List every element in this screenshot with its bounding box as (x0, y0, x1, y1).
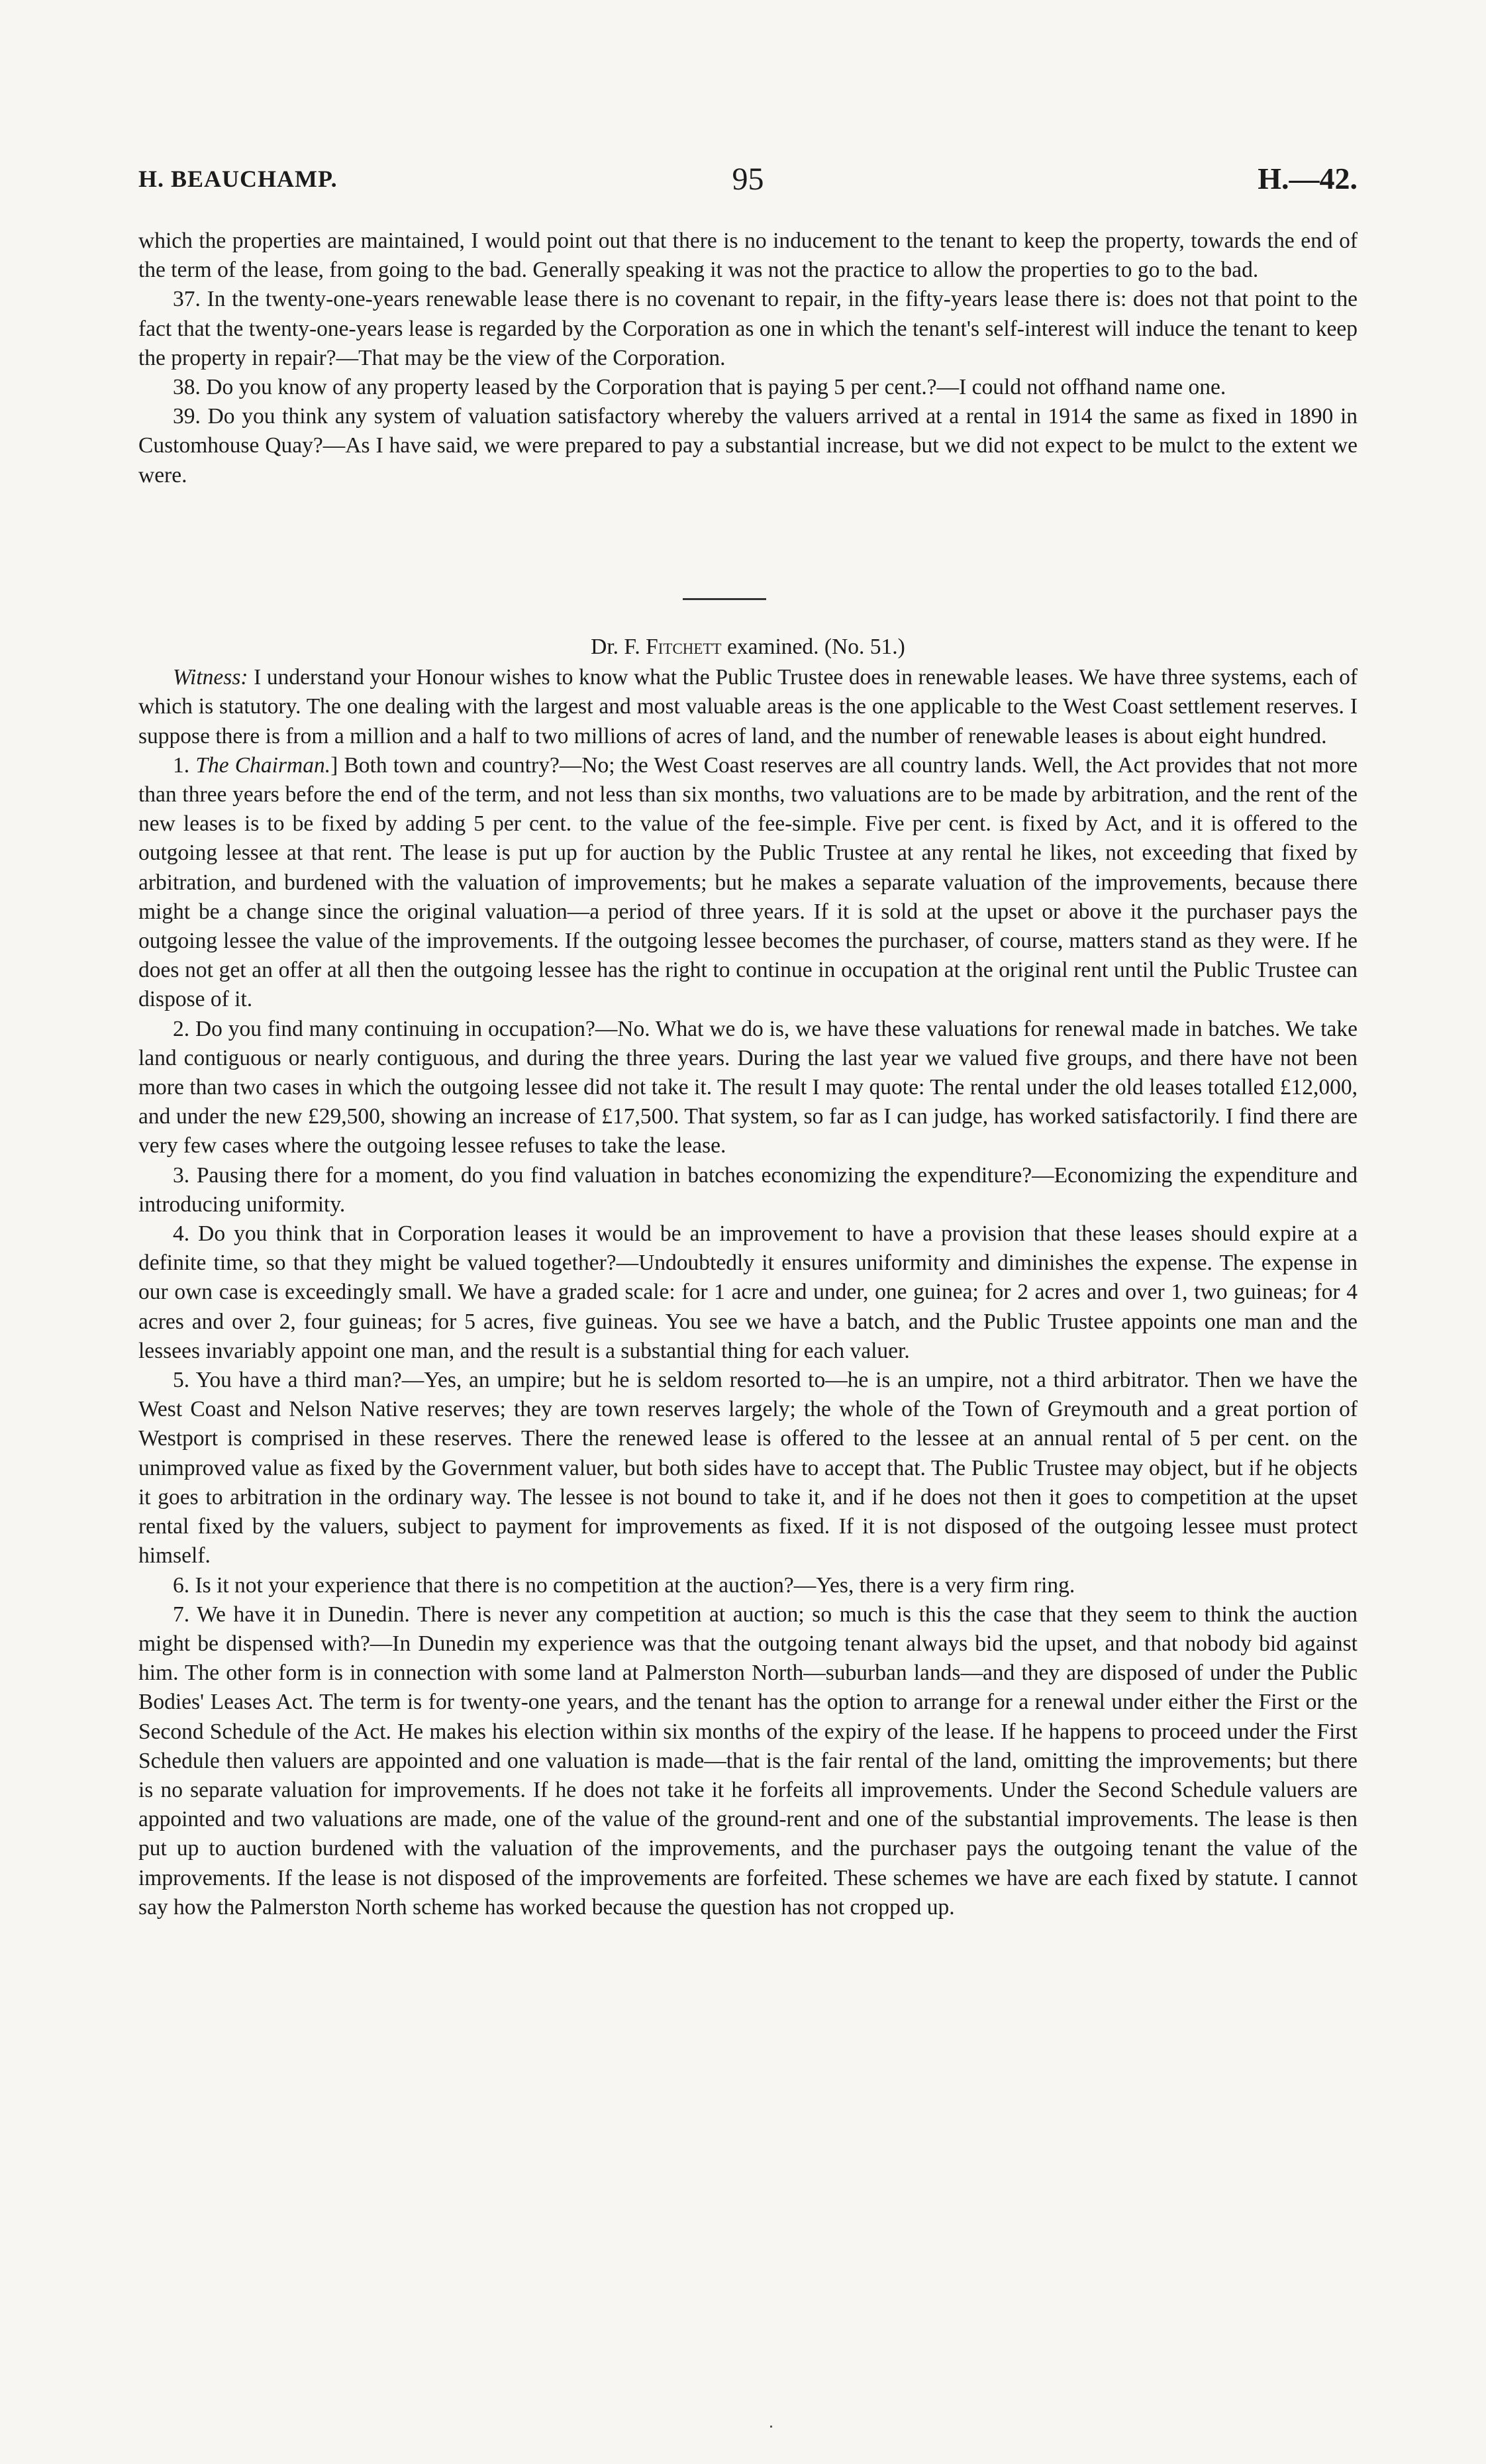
question-4: 4. Do you think that in Corporation leases it would be an improvement to have a provision that these leases should expire at a definite time, so that they might be valued together?—Undoubtedly it ensures uniformity and diminishes the expense. The expense in our own case is exceedingly small. We have a graded scale: for 1 acre and under, one guinea; for 2 acres and over 1, two guineas; for 4 acres and over 2, four guineas; for 5 acres, five guineas. You see we have a batch, and the Public Trustee appoints one man and the lessees invariably appoint one man, and the result is a substantial thing for each valuer. (138, 1221, 1358, 1363)
continued-paragraph: which the properties are maintained, I would point out that there is no inducement to the tenant to keep the property, towards the end of the term of the lease, from going to the bad. Generally speaking it was not the practice to allow the properties to go to the bad. (138, 229, 1358, 283)
fitchett-evidence (138, 633, 1358, 1922)
section-divider (683, 598, 766, 600)
chairman-label: The Chairman. (195, 752, 331, 778)
print-speck (770, 2426, 772, 2428)
question-2: 2. Do you find many continuing in occupation?—No. What we do is, we have these valuations for renewal made in batches. We take land contiguous or nearly contiguous, and during the three years. During the last year we valued five groups, and there have not been more than two cases in which the outgoing lessee did not take it. The result I may quote: The rental under the old leases totalled £12,000, and under the new £29,500, showing an increase of £17,500. That system, so far as I can judge, has worked satisfactorily. I find there are very few cases where the outgoing lessee refuses to take the lease. (138, 1016, 1358, 1158)
question-5: 5. You have a third man?—Yes, an umpire; but he is seldom resorted to—he is an umpire, not a third arbitrator. Then we have the West Coast and Nelson Native reserves; they are town reserves largely; the whole of the Town of Greymouth and a great portion of Westport is comprised in these reserves. There the renewed lease is offered to the lessee at an annual rental of 5 per cent. on the unimproved value as fixed by the Government valuer, but both sides have to accept that. The Public Trustee may object, but if he objects it goes to arbitration in the ordinary way. The lessee is not bound to take it, and if he does not then it goes to competition at the upset rental fixed by the valuers, subject to payment for improvements as fixed. If it is not disposed of the outgoing lessee must protect himself. (138, 1368, 1358, 1568)
question-38: 38. Do you know of any property leased by the Corporation that is paying 5 per cent.?—I could not offhand name one. (173, 375, 1226, 400)
question-1: 1. The Chairman.] Both town and country?—No; the West Coast reserves are all country lands. Well, the Act provides that not more than three years before the end of the term, and not less than six months, two valuations are to be made by arbitration, and the rent of the new leases is to be fixed by adding 5 per cent. to the value of the fee-simple. Five per cent. is fixed by Act, and it is offered to the outgoing lessee at that rent. The lease is put up for auction by the Public Trustee at any rental he likes, not exceeding that fixed by arbitration, and burdened with the valuation of improvements; but he makes a separate valuation of the improvements, because there might be a change since the original valuation—a period of three years. If it is sold at the upset or above it the purchaser pays the outgoing lessee the value of the improvements. If the outgoing lessee becomes the purchaser, of course, matters stand as they were. If he does not get an offer at all then the outgoing lessee has the right to continue in occupation at the original rent until the Public Trustee can dispose of it. (138, 752, 1358, 1012)
section-title: Dr. F. Fitchett examined. (No. 51.) (591, 635, 905, 659)
continued-evidence (138, 227, 1358, 490)
question-37: 37. In the twenty-one-years renewable lease there is no covenant to repair, in the fifty-years lease there is: does not that point to the fact that the twenty-one-years lease is regarded by the Corporation as one in which the tenant's self-interest will induce the tenant to keep the property in repair?—That may be the view of the Corporation. (138, 287, 1358, 370)
question-7: 7. We have it in Dunedin. There is never any competition at auction; so much is this the case that they seem to think the auction might be dispensed with?—In Dunedin my experience was that the outgoing tenant always bid the upset, and that nobody bid against him. The other form is in connection with some land at Palmerston North—suburban lands—and they are disposed of under the Public Bodies' Leases Act. The term is for twenty-one years, and the tenant has the option to arrange for a renewal under either the First or the Second Schedule of the Act. He makes his election within six months of the expiry of the lease. If he happens to proceed under the First Schedule then valuers are appointed and one valuation is made—that is the fair rental of the land, omitting the improvements; but there is no separate valuation for improvements. If he does not take it he forfeits all improvements. Under the Second Schedule valuers are appointed and two valuations are made, one of the value of the ground-rent and one of the substantial improvements. The lease is then put up to auction burdened with the valuation of the improvements, and the purchaser pays the outgoing tenant the value of the improvements. If the lease is not disposed of the improvements are forfeited. These schemes we have are each fixed by statute. I cannot say how the Palmerston North scheme has worked because the question has not cropped up. (138, 1602, 1358, 1920)
witness-label: Witness: (173, 665, 248, 690)
question-3: 3. Pausing there for a moment, do you find valuation in batches economizing the expenditure?—Economizing the expenditure and introducing uniformity. (138, 1162, 1358, 1217)
question-39: 39. Do you think any system of valuation satisfactory whereby the valuers arrived at a rental in 1914 the same as fixed in 1890 in Customhouse Quay?—As I have said, we were prepared to pay a substantial increase, but we did not expect to be mulct to the extent we were. (138, 404, 1358, 488)
document-code: H.—42. (1258, 162, 1358, 195)
page-header (138, 161, 1358, 201)
witness-name: Fitchett (646, 635, 722, 659)
witness-statement: Witness: I understand your Honour wishes to know what the Public Trustee does in renewable leases. We have three systems, each of which is statutory. The one dealing with the largest and most valuable areas is the one applicable to the West Coast settlement reserves. I suppose there is from a million and a half to two millions of acres of land, and the number of renewable leases is about eight hundred. (138, 665, 1358, 748)
question-6: 6. Is it not your experience that there is no competition at the auction?—Yes, there is a very firm ring. (173, 1572, 1075, 1598)
witness-running-head: H. BEAUCHAMP. (138, 166, 338, 192)
page-number: 95 (732, 162, 764, 197)
